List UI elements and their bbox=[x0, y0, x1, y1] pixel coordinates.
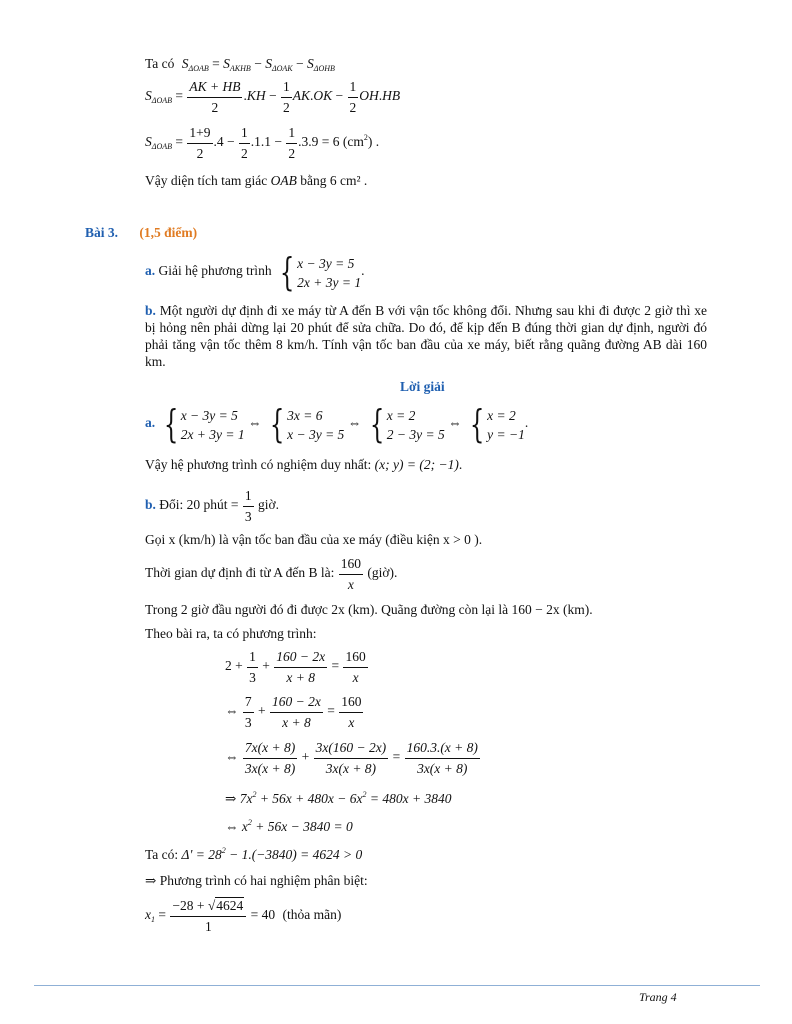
root-x1: $x_1$ = $\frac{-28 + √4624}{1}$ = 40 (thỏa mãn) bbox=[145, 898, 342, 934]
equation-step-4: ⇒ $7x^2 + 56x + 480x - 6x^2 = 480x + 3840$ bbox=[225, 790, 452, 806]
solution-b-let: Gọi x (km/h) là vận tốc ban đầu của xe máy (điều kiện x > 0 ). bbox=[145, 532, 483, 547]
delta-line: Ta có: $\Delta' = 28^2 - 1.(-3840) = 4624 > 0$ bbox=[145, 846, 363, 862]
solution-b-time: Thời gian dự định đi từ A đến B là: $\frac{160}{x}$ (giờ). bbox=[145, 556, 398, 592]
solution-b-convert: b. Đổi: 20 phút = $\frac{1}{3}$ giờ. bbox=[145, 488, 280, 524]
two-roots-line: ⇒ Phương trình có hai nghiệm phân biệt: bbox=[145, 873, 368, 888]
solution-a-system: a. { x − 3y = 5 2x + 3y = 1 ⇔ { 3x = 6 x − 3y = 5 ⇔ { x = 2 2 − 3y = 5 ⇔ { x = 2 y = −1 . bbox=[145, 402, 529, 446]
equation-step-1: 2 + $\frac{1}{3}$ + $\frac{160 - 2x}{x + 8}$ = $\frac{160}{x}$ bbox=[225, 649, 366, 685]
solution-b-equation-intro: Theo bài ra, ta có phương trình: bbox=[145, 626, 317, 641]
area-formula-line-1: Ta có $S_{\Delta OAB} = S_{AKHB} - S_{\Delta OAK} - S_{\Delta OHB}$ bbox=[145, 56, 335, 73]
area-formula-line-3: $S_{\Delta OAB}$ = $\frac{1+9}{2}$ .4 − $\frac{1}{2}$ .1.1 − $\frac{1}{2}$ .3.9 = 6 $(cm^2)$ . bbox=[145, 125, 380, 161]
part-a-statement: a. Giải hệ phương trình { x − 3y = 5 2x + 3y = 1 . bbox=[145, 250, 365, 294]
ta-co-label: Ta có bbox=[145, 56, 175, 71]
problem-title: Bài 3. bbox=[85, 225, 119, 240]
area-formula-line-2: $S_{\Delta OAB}$ = $\frac{AK + HB}{2}$ .KH − $\frac{1}{2}$ AK.OK − $\frac{1}{2}$ OH.HB bbox=[145, 79, 401, 115]
part-b-statement: b. Một người dự định đi xe máy từ A đến B với vận tốc không đổi. Nhưng sau khi đi được 2 giờ thì xe bị hỏng nên phải dừng lại 20 phút để sửa chữa. Do đó, để kịp đến B đúng thời gian dự định, người đó phải tăng vận tốc thêm 8 km/h. Tính vận tốc ban đầu của xe máy, biết rằng quãng đường AB dài 160 km. bbox=[145, 303, 707, 369]
equation-step-5: ⇔ $x^2 + 56x - 3840 = 0$ bbox=[225, 818, 353, 834]
solution-a-conclusion: Vậy hệ phương trình có nghiệm duy nhất: (x; y) = (2; −1). bbox=[145, 457, 463, 472]
page-number: Trang 4 bbox=[639, 990, 677, 1004]
area-conclusion: Vậy diện tích tam giác OAB bằng 6 cm² . bbox=[145, 173, 368, 188]
solution-heading: Lời giải bbox=[400, 379, 445, 394]
problem-points: (1,5 điểm) bbox=[139, 225, 198, 240]
equation-step-3: ⇔ $\frac{7x(x + 8)}{3x(x + 8)}$ + $\frac{3x(160 - 2x)}{3x(x + 8)}$ = $\frac{160.3.(x + 8)}{3x(x + 8)}$ bbox=[225, 740, 478, 776]
footer-divider bbox=[34, 985, 760, 986]
equation-step-2: ⇔ $\frac{7}{3}$ + $\frac{160 - 2x}{x + 8}$ = $\frac{160}{x}$ bbox=[225, 694, 362, 730]
problem-header bbox=[85, 225, 197, 241]
solution-b-first: Trong 2 giờ đầu người đó đi được 2x (km). Quãng đường còn lại là 160 − 2x (km). bbox=[145, 602, 593, 617]
